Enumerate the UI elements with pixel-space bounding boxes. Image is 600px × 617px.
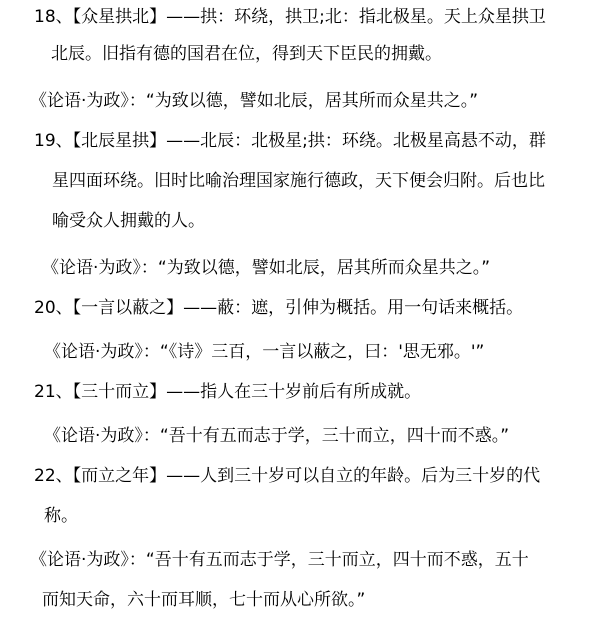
entry-18-line-2: 北辰。旧指有德的国君在位，得到天下臣民的拥戴。 bbox=[51, 44, 442, 64]
entry-19-line-1: 19、【北辰星拱】——北辰：北极星;拱：环绕。北极星高悬不动，群 bbox=[34, 131, 546, 151]
entry-20-quote: 《论语·为政》：“《诗》三百，一言以蔽之，曰：'思无邪。'” bbox=[44, 342, 485, 362]
entry-18-quote: 《论语·为政》：“为致以德，譬如北辰，居其所而众星共之。” bbox=[30, 91, 479, 111]
entry-22-line-2: 称。 bbox=[44, 506, 78, 526]
entry-22-quote-line-2: 而知天命，六十而耳顺，七十而从心所欲。” bbox=[42, 590, 366, 610]
entry-21-line-1: 21、【三十而立】——指人在三十岁前后有所成就。 bbox=[34, 382, 422, 402]
entry-20-line-1: 20、【一言以蔽之】——蔽：遮，引伸为概括。用一句话来概括。 bbox=[34, 298, 524, 318]
entry-22-quote-line-1: 《论语·为政》：“吾十有五而志于学，三十而立，四十而不惑，五十 bbox=[30, 550, 529, 570]
entry-19-line-2: 星四面环绕。旧时比喻治理国家施行德政，天下便会归附。后也比 bbox=[52, 171, 545, 191]
entry-19-line-3: 喻受众人拥戴的人。 bbox=[52, 211, 205, 231]
entry-22-line-1: 22、【而立之年】——人到三十岁可以自立的年龄。后为三十岁的代 bbox=[34, 466, 541, 486]
entry-21-quote: 《论语·为政》：“吾十有五而志于学，三十而立，四十而不惑。” bbox=[44, 426, 510, 446]
entry-18-line-1: 18、【众星拱北】——拱：环绕，拱卫;北：指北极星。天上众星拱卫 bbox=[34, 7, 546, 27]
entry-19-quote: 《论语·为政》：“为致以德，譬如北辰，居其所而众星共之。” bbox=[42, 258, 491, 278]
